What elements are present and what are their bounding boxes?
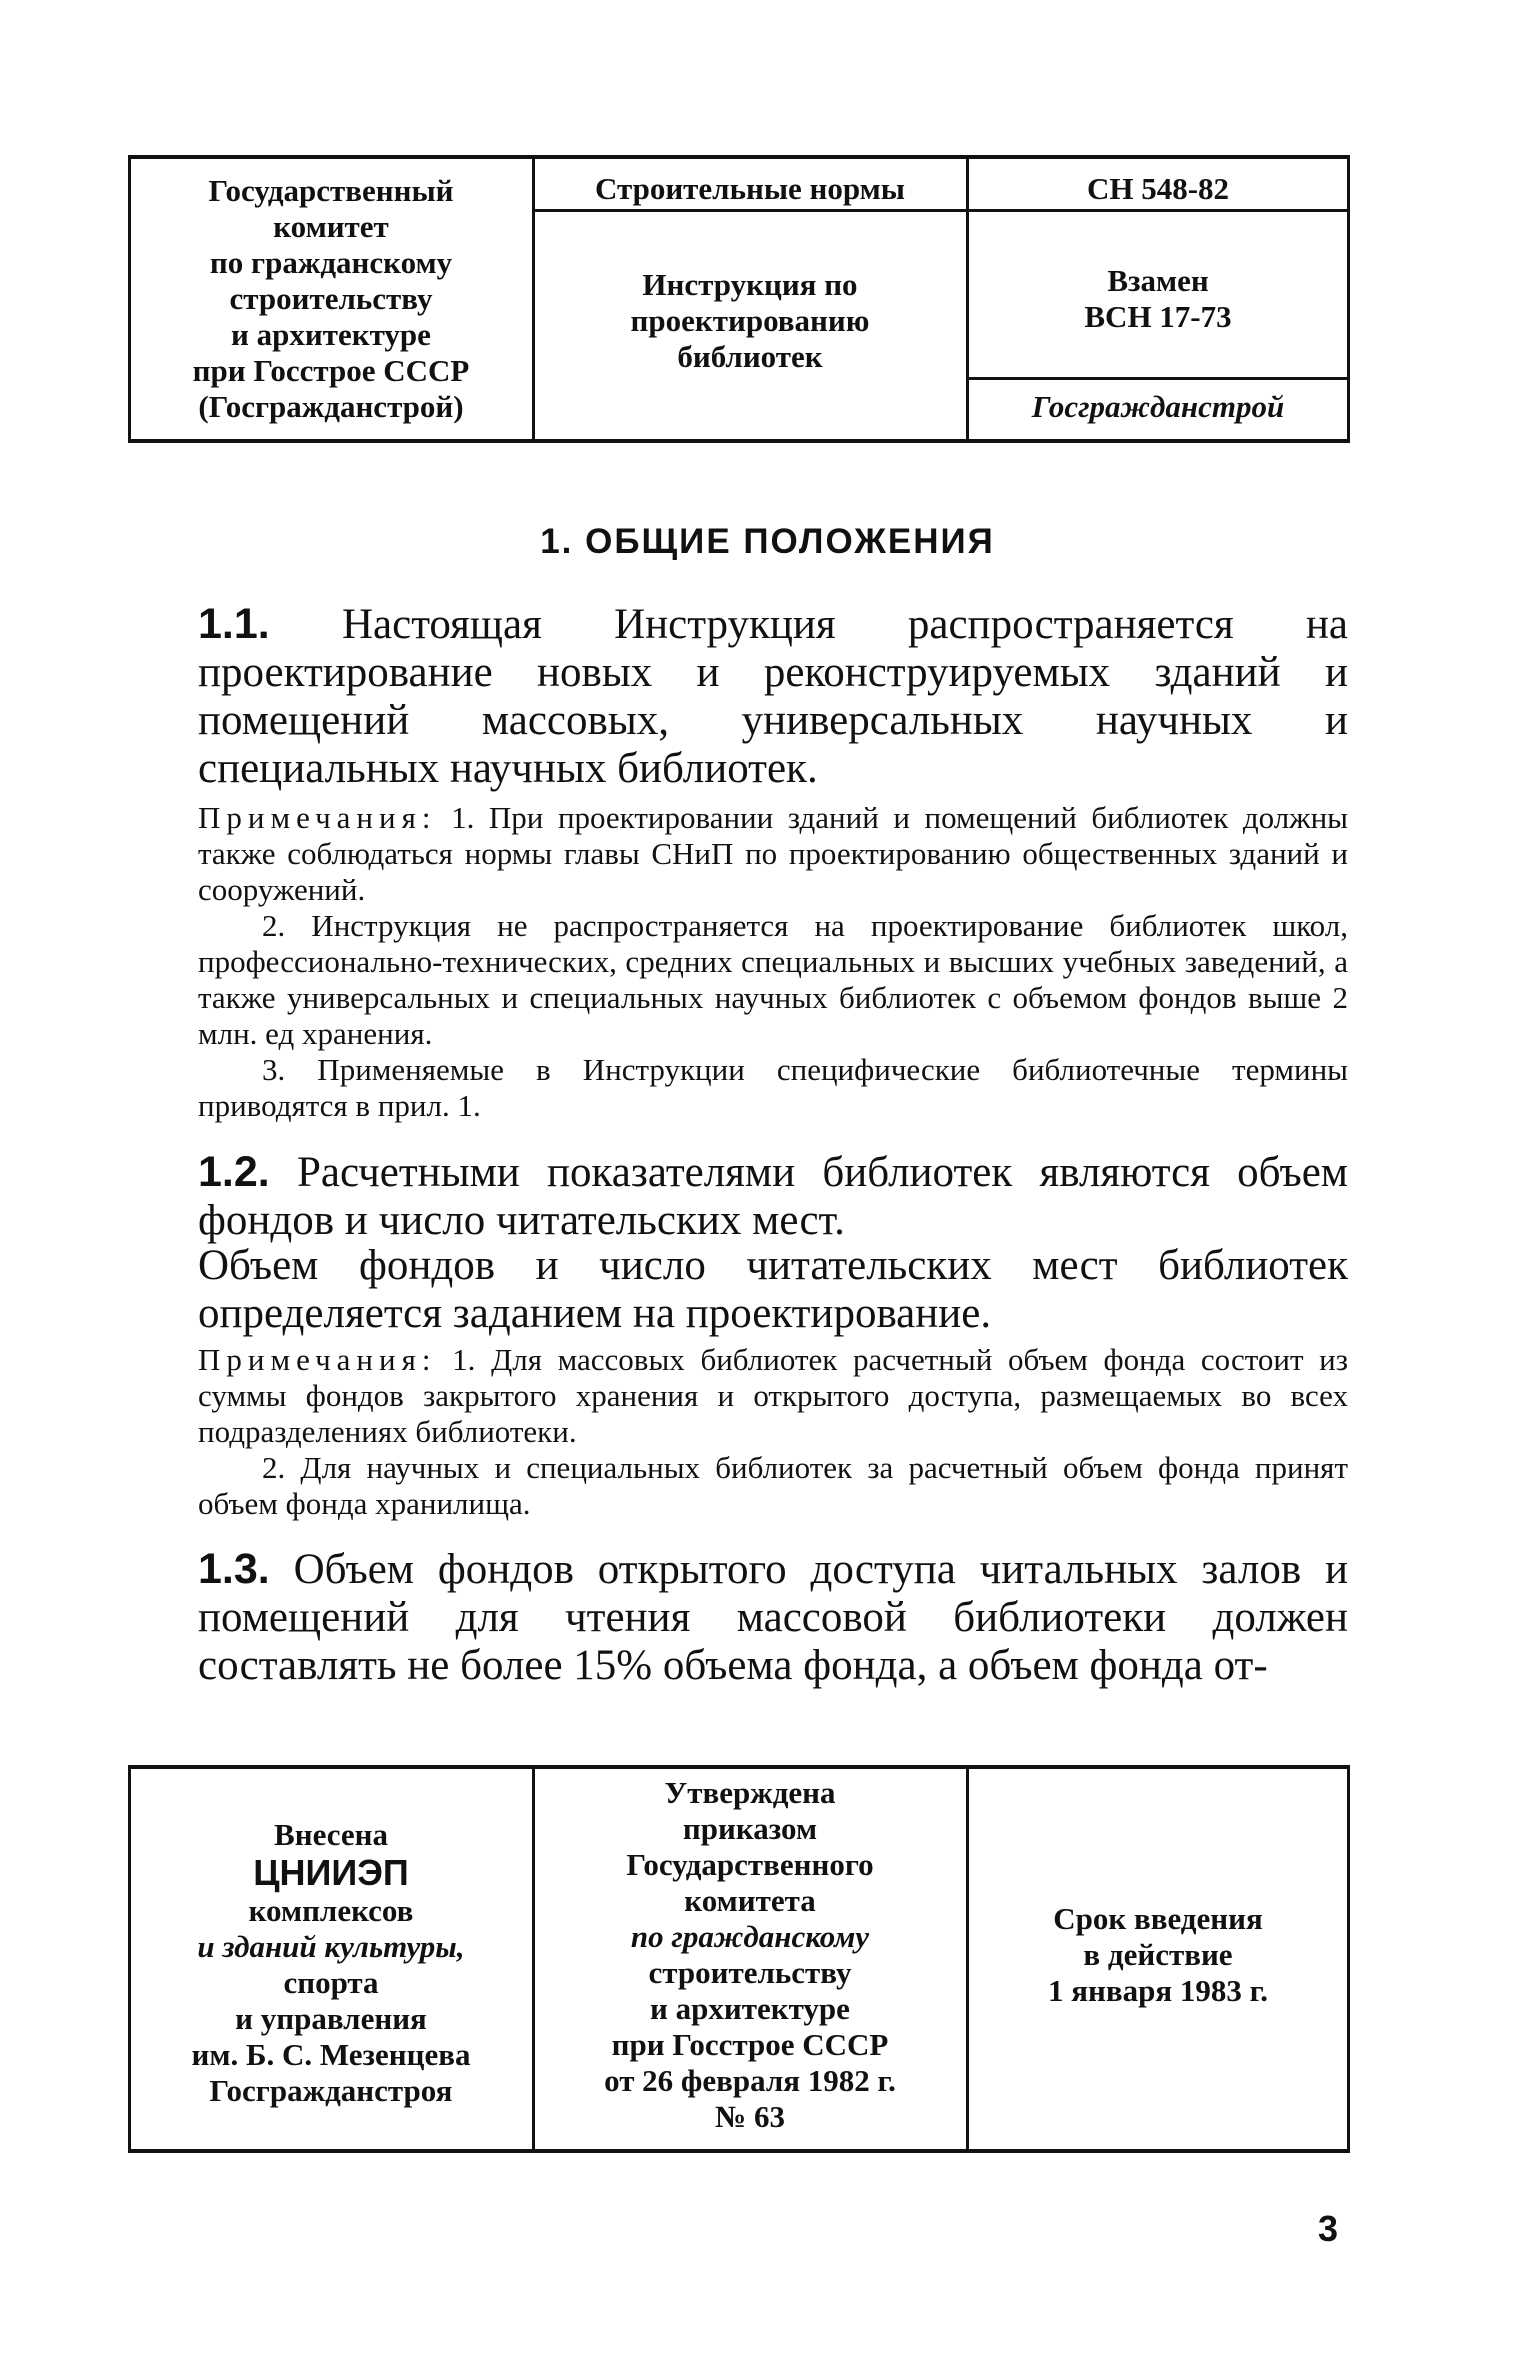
effective-line: 1 января 1983 г.: [1048, 1973, 1268, 2008]
submitted-line: спорта: [283, 1965, 379, 2000]
doc-title-line: Инструкция по: [642, 267, 858, 302]
paragraph-text: Расчетными показателями библиотек являются объем фондов и число читательских мест.: [198, 1149, 1348, 1244]
submitted-line: комплексов: [248, 1893, 414, 1928]
header-divider-2: [966, 159, 969, 439]
paragraph-number: 1.1.: [198, 600, 270, 648]
notes-label: Примечания:: [198, 800, 437, 835]
committee-line: комитет: [273, 209, 389, 244]
approved-line: по гражданскому: [630, 1919, 870, 1954]
paragraph-1-2-cont: Объем фондов и число читательских мест библиотек определяется заданием на проектирование.: [198, 1242, 1348, 1337]
header-rule-bottom: [969, 377, 1347, 380]
note-text: 1. При проектировании зданий и помещений библиотек должны также соблюдаться нормы главы СНиП по проектированию общественных зданий и сооружений.: [198, 800, 1349, 907]
submitted-org: ЦНИИЭП: [253, 1852, 409, 1893]
committee-line: по гражданскому: [209, 245, 453, 280]
footer-border-right: [1347, 1769, 1350, 2149]
approved-line: Государственного: [626, 1847, 874, 1882]
header-border-left: [128, 159, 131, 439]
issuer: Госгражданстрой: [1031, 389, 1285, 424]
footer-divider-1: [532, 1769, 535, 2149]
page-number: 3: [1318, 2208, 1339, 2249]
notes-block-2: [198, 1342, 1348, 1522]
committee-line: и архитектуре: [231, 317, 431, 352]
doc-title-line: библиотек: [677, 339, 823, 374]
committee-line: при Госстрое СССР: [192, 353, 470, 388]
submitted-line: и управления: [235, 2001, 427, 2036]
submitted-line: Госгражданстроя: [209, 2073, 453, 2108]
paragraph-text: Настоящая Инструкция распространяется на проектирование новых и реконструируемых зданий и помещений массовых, универсальных научных и специальных научных библиотек.: [198, 601, 1349, 792]
note-item: [198, 800, 1348, 908]
committee-line: (Госгражданстрой): [198, 389, 464, 424]
committee-line: Государственный: [208, 173, 454, 208]
approved-line: и архитектуре: [650, 1991, 850, 2026]
doc-code: СН 548-82: [1086, 171, 1230, 206]
approved-line: № 63: [715, 2099, 785, 2134]
replaces-line: ВСН 17-73: [1084, 299, 1232, 334]
paragraph-number: 1.2.: [198, 1148, 270, 1196]
paragraph-number: 1.3.: [198, 1545, 270, 1593]
notes-block-1: [198, 800, 1348, 1124]
paragraph-1-1: [198, 600, 1348, 793]
submitted-line: Внесена: [274, 1817, 388, 1852]
effective-line: в действие: [1083, 1937, 1233, 1972]
effective-line: Срок введения: [1053, 1901, 1263, 1936]
footer-table: [128, 1765, 1350, 2153]
committee-cell: [132, 173, 530, 425]
paragraph-1-3: [198, 1545, 1348, 1690]
submitted-line: и зданий культуры,: [197, 1929, 465, 1964]
approved-line: приказом: [682, 1811, 818, 1846]
paragraph-1-2: [198, 1148, 1348, 1245]
note-item: 2. Для научных и специальных библиотек за расчетный объем фонда принят объем фонда хранилища.: [198, 1450, 1348, 1521]
section-title: 1. ОБЩИЕ ПОЛОЖЕНИЯ: [540, 522, 995, 561]
header-divider-1: [532, 159, 535, 439]
submitted-line: им. Б. С. Мезенцева: [191, 2037, 471, 2072]
footer-border-left: [128, 1769, 131, 2149]
note-item: 2. Инструкция не распространяется на проектирование библиотек школ, профессионально-технических, средних специальных и высших учебных заведений, а также универсальных и специальных научных библиотек с объемом фондов выше 2 млн. ед хранения.: [198, 908, 1348, 1051]
note-text: 1. Для массовых библиотек расчетный объем фонда состоит из суммы фондов закрытого хранения и открытого доступа, размещаемых во всех подразделениях библиотеки.: [198, 1342, 1348, 1449]
approved-line: комитета: [684, 1883, 816, 1918]
header-border-right: [1347, 159, 1350, 439]
approved-line: от 26 февраля 1982 г.: [604, 2063, 896, 2098]
submitted-cell: [132, 1817, 530, 2109]
replaces-cell: [970, 263, 1346, 335]
header-table: [128, 155, 1350, 443]
note-item: 3. Применяемые в Инструкции специфические библиотечные термины приводятся в прил. 1.: [198, 1052, 1348, 1123]
committee-line: строительству: [229, 281, 433, 316]
norms-label: Строительные нормы: [595, 171, 905, 206]
doc-title-line: проектированию: [630, 303, 870, 338]
approved-line: Утверждена: [664, 1775, 836, 1810]
notes-label: Примечания:: [198, 1342, 437, 1377]
doc-title-cell: [536, 267, 964, 375]
note-item: [198, 1342, 1348, 1450]
approved-cell: [536, 1775, 964, 2135]
replaces-line: Взамен: [1107, 263, 1209, 298]
approved-line: при Госстрое СССР: [611, 2027, 889, 2062]
header-rule-top: [535, 209, 1347, 212]
paragraph-text: Объем фондов открытого доступа читальных залов и помещений для чтения массовой библиотеки должен составлять не более 15% объема фонда, а объем фонда от-: [198, 1546, 1349, 1689]
footer-divider-2: [966, 1769, 969, 2149]
effective-cell: [970, 1901, 1346, 2009]
approved-line: строительству: [648, 1955, 852, 1990]
